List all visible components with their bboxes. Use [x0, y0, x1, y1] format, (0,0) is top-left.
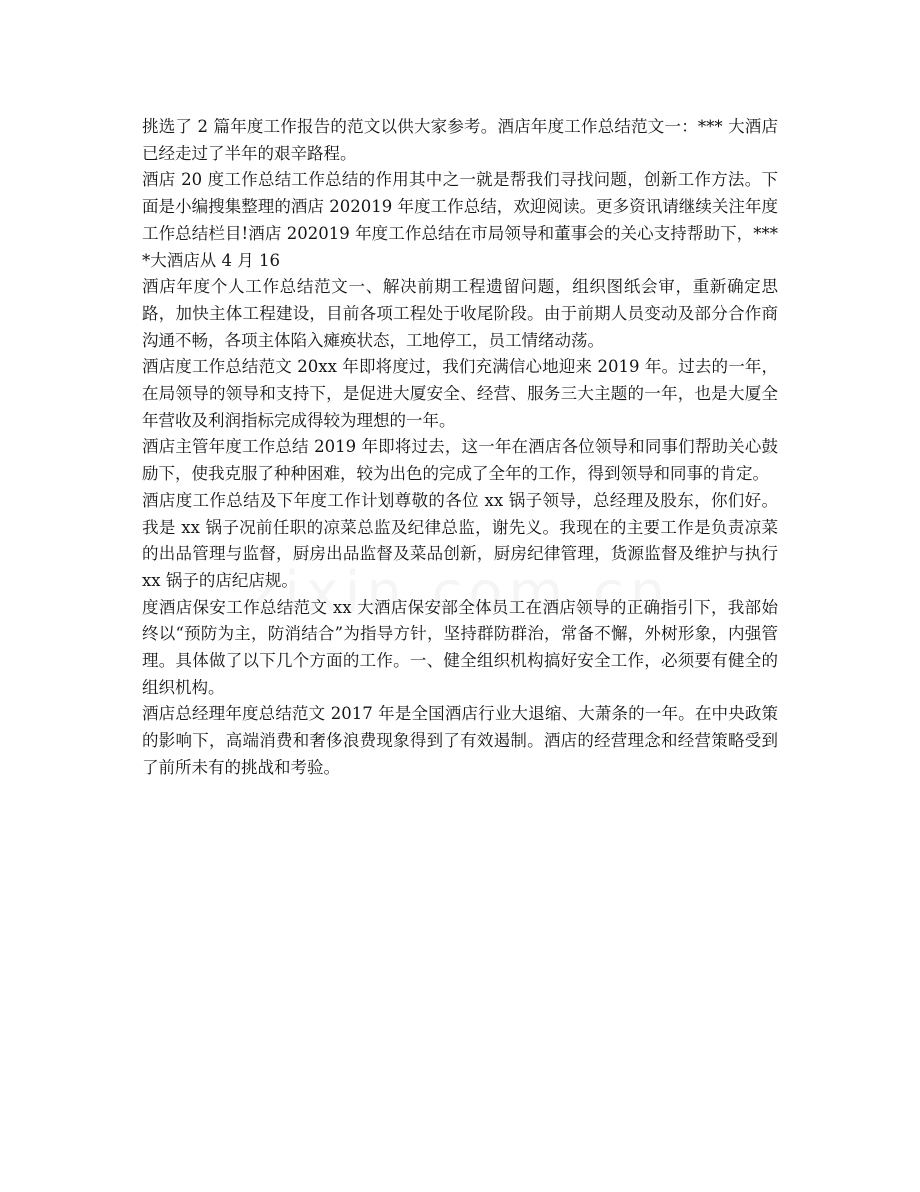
paragraph-1: 挑选了 2 篇年度工作报告的范文以供大家参考。酒店年度工作总结范文一：*** 大酒店已经走过了半年的艰辛路程。: [142, 117, 778, 163]
paragraph-3: 酒店年度个人工作总结范文一、解决前期工程遗留问题，组织图纸会审，重新确定思路，加快主体工程建设，目前各项工程处于收尾阶段。由于前期人员变动及部分合作商沟通不畅，各项主体陷入瘫痪状态，工地停工，员工情绪动荡。: [142, 277, 778, 350]
paragraph-6: 酒店度工作总结及下年度工作计划尊敬的各位 xx 锅子领导，总经理及股东，你们好。我是 xx 锅子况前任职的凉菜总监及纪律总监，谢先义。我现在的主要工作是负责凉菜的出品管理与监督，厨房出品监督及菜品创新，厨房纪律管理，货源监督及维护与执行 xx 锅子的店纪店规。: [142, 490, 778, 590]
paragraph-7: 度酒店保安工作总结范文 xx 大酒店保安部全体员工在酒店领导的正确指引下，我部始终以“预防为主，防消结合”为指导方针，坚持群防群治，常备不懈，外树形象，内强管理。具体做了以下几个方面的工作。一、健全组织机构搞好安全工作，必须要有健全的组织机构。: [142, 597, 778, 697]
document-body: [142, 114, 778, 782]
paragraph-2: 酒店 20 度工作总结工作总结的作用其中之一就是帮我们寻找问题，创新工作方法。下面是小编搜集整理的酒店 202019 年度工作总结，欢迎阅读。更多资讯请继续关注年度工作总结栏目!酒店 202019 年度工作总结在市局领导和董事会的关心支持帮助下，****大酒店从 4 月 16: [142, 170, 778, 270]
paragraph-8: 酒店总经理年度总结范文 2017 年是全国酒店行业大退缩、大萧条的一年。在中央政策的影响下，高端消费和奢侈浪费现象得到了有效遏制。酒店的经营理念和经营策略受到了前所未有的挑战和考验。: [142, 704, 778, 777]
paragraph-5: 酒店主管年度工作总结 2019 年即将过去，这一年在酒店各位领导和同事们帮助关心鼓励下，使我克服了种种困难，较为出色的完成了全年的工作，得到领导和同事的肯定。: [142, 437, 778, 484]
paragraph-4: 酒店度工作总结范文 20xx 年即将度过，我们充满信心地迎来 2019 年。过去的一年，在局领导的领导和支持下，是促进大厦安全、经营、服务三大主题的一年，也是大厦全年营收及利润指标完成得较为理想的一年。: [142, 357, 778, 430]
